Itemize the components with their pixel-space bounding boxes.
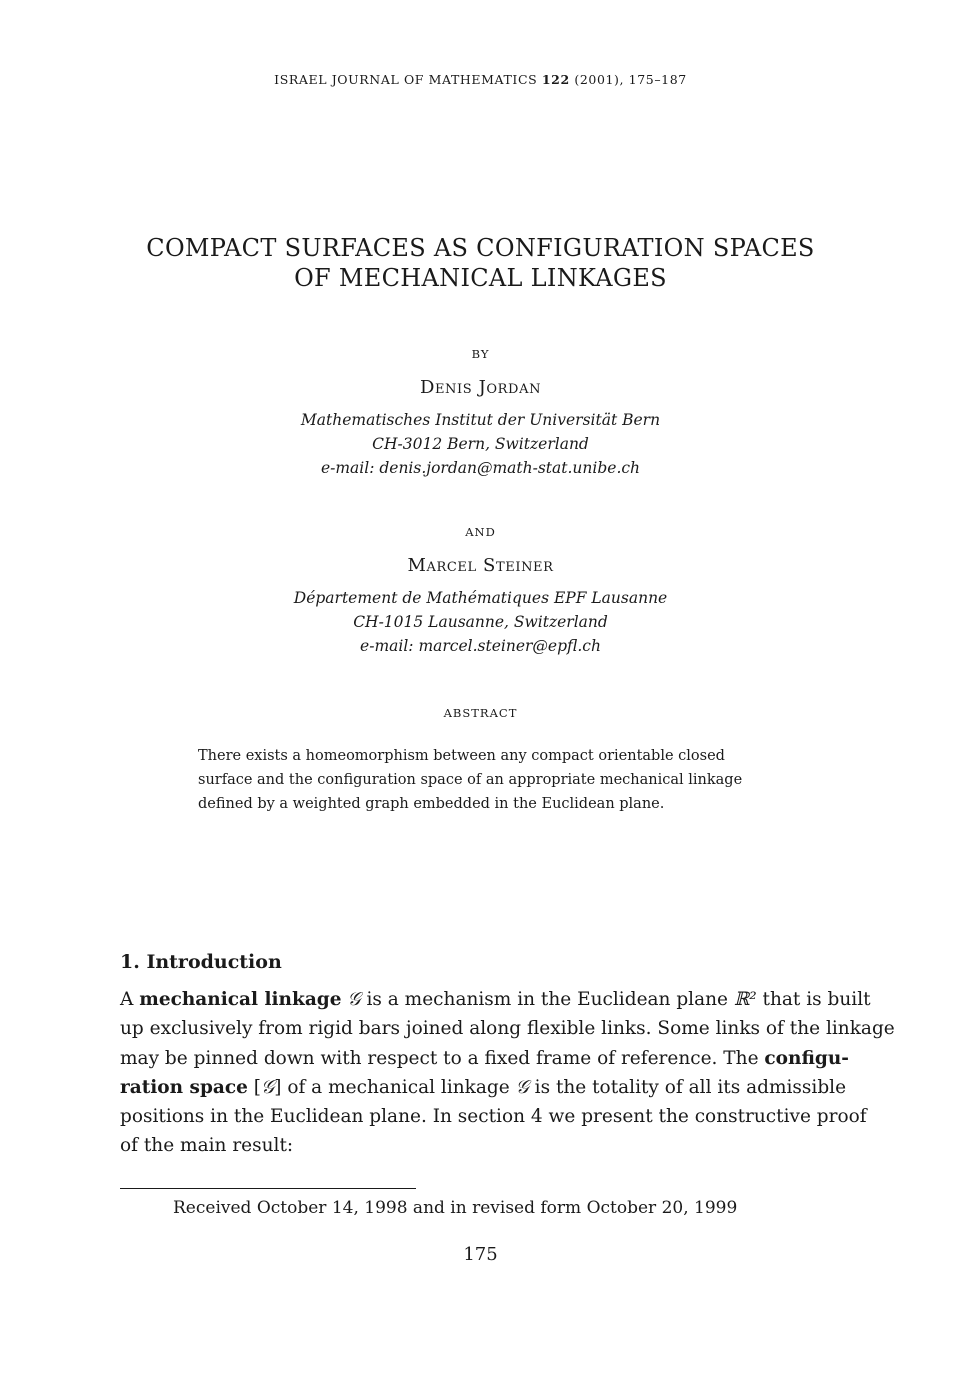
author-email: e-mail: denis.jordan@math-stat.unibe.ch <box>320 459 641 477</box>
section-heading: 1. Introduction <box>120 951 282 973</box>
author-name-2: Marcel Steiner <box>407 555 554 576</box>
bold-term: configu- <box>764 1047 849 1069</box>
footnote: Received October 14, 1998 and in revised form October 20, 1999 <box>173 1198 738 1218</box>
bold-term: mechanical linkage <box>139 989 342 1010</box>
author-name-1: Denis Jordan <box>419 377 542 398</box>
author-affiliation-2 <box>0 586 961 658</box>
abstract-line: defined by a weighted graph embedded in the Euclidean plane. <box>198 796 665 812</box>
affiliation-line: CH-1015 Lausanne, Switzerland <box>353 613 608 631</box>
text-run: of the main result: <box>120 1135 294 1157</box>
author-affiliation-1 <box>0 408 961 480</box>
paper-title <box>0 233 961 293</box>
abstract-line: There exists a homeomorphism between any compact orientable closed <box>198 748 725 764</box>
paragraph-line <box>120 1131 840 1160</box>
text-run: up exclusively from rigid bars joined along flexible links. Some links of the linkage <box>120 1018 895 1040</box>
abstract-body <box>198 744 758 816</box>
author-email: e-mail: marcel.steiner@epfl.ch <box>360 637 601 655</box>
paragraph-line <box>120 1014 895 1043</box>
page-number: 175 <box>463 1244 498 1265</box>
journal-volume: 122 <box>541 72 570 87</box>
text-run: ] of a mechanical linkage <box>274 1076 516 1098</box>
running-header <box>0 72 961 87</box>
footnote-rule <box>120 1188 416 1189</box>
paragraph-line <box>120 1044 849 1073</box>
by-label: BY <box>471 347 490 361</box>
journal-pages: (2001), 175–187 <box>574 72 687 87</box>
abstract-label: ABSTRACT <box>443 706 518 720</box>
bold-term: ration space <box>120 1076 248 1098</box>
paragraph-line <box>120 1102 867 1131</box>
affiliation-line: CH-3012 Bern, Switzerland <box>372 435 589 453</box>
math-symbol: ℝ² <box>733 989 757 1010</box>
affiliation-line: Département de Mathématiques EPF Lausanne <box>293 589 668 607</box>
introduction-paragraph <box>120 985 895 1161</box>
math-symbol: 𝒢 <box>515 1076 529 1098</box>
text-run: A <box>120 989 140 1010</box>
text-run: that is built <box>756 989 871 1010</box>
title-line-2: OF MECHANICAL LINKAGES <box>294 264 667 292</box>
affiliation-line: Mathematisches Institut der Universität Bern <box>300 411 661 429</box>
text-run: is the totality of all its admissible <box>528 1076 847 1098</box>
text-run: positions in the Euclidean plane. In section 4 we present the constructive proof <box>120 1106 867 1128</box>
text-run: [ <box>247 1076 262 1098</box>
math-symbol: 𝒢 <box>261 1076 275 1098</box>
text-run: may be pinned down with respect to a fixed frame of reference. The <box>120 1047 765 1069</box>
journal-name: ISRAEL JOURNAL OF MATHEMATICS <box>274 72 538 87</box>
paragraph-line <box>120 985 871 1014</box>
paragraph-line <box>120 1073 847 1102</box>
text-run: is a mechanism in the Euclidean plane <box>360 989 734 1010</box>
title-line-1: COMPACT SURFACES AS CONFIGURATION SPACES <box>146 234 815 262</box>
and-label: AND <box>465 525 496 539</box>
abstract-line: surface and the configuration space of an appropriate mechanical linkage <box>198 772 743 788</box>
math-symbol: 𝒢 <box>347 989 361 1010</box>
